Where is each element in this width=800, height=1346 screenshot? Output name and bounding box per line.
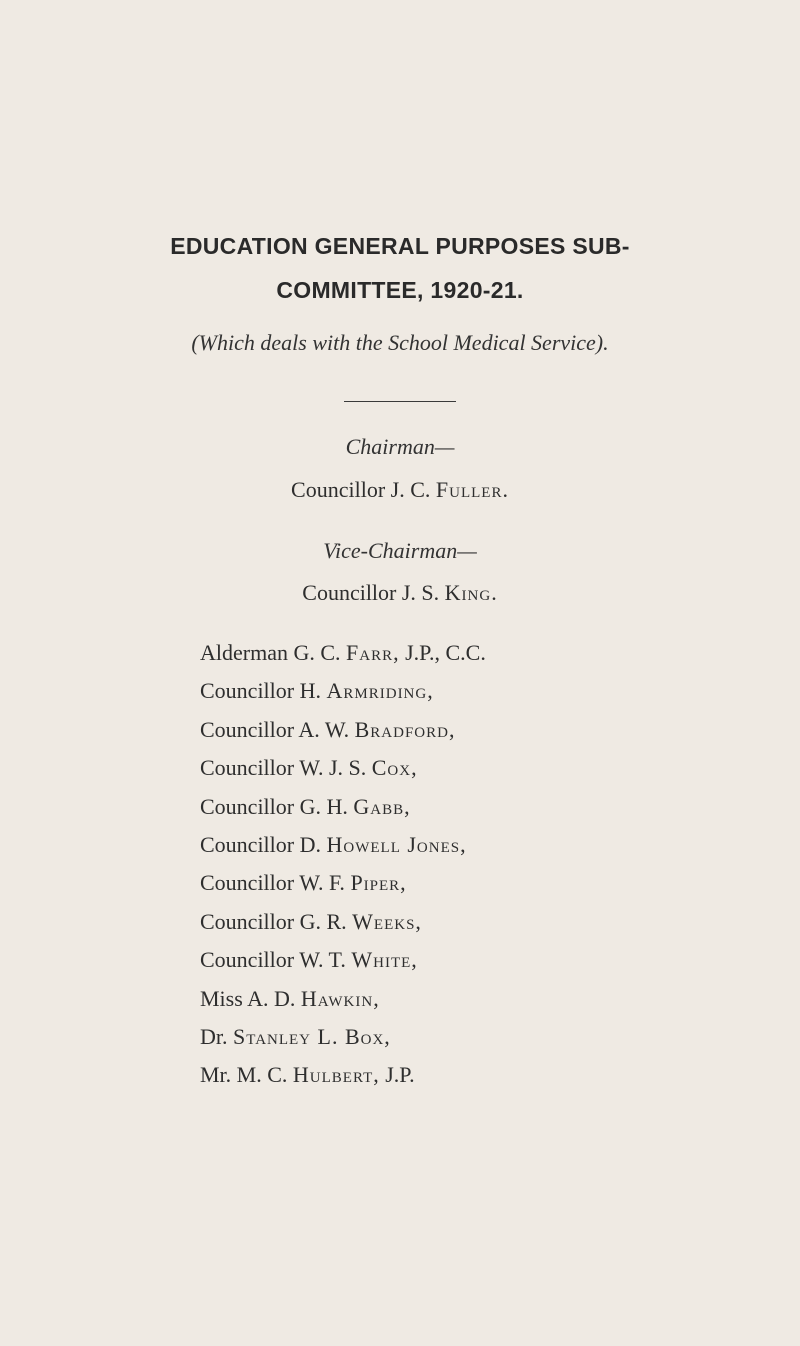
member-surname: Cox,	[371, 755, 418, 781]
vice-chairman-name-line	[0, 580, 800, 606]
member-title: Councillor W. J. S.	[200, 755, 367, 781]
member-title: Councillor G. R.	[200, 908, 347, 934]
member-title: Alderman G. C.	[200, 640, 341, 665]
member-surname: Farr,	[346, 640, 400, 665]
member-surname: Bradford,	[354, 716, 456, 742]
vice-chairman-surname: King.	[444, 580, 498, 605]
member-surname: Hawkin,	[300, 985, 380, 1011]
list-item	[200, 1056, 486, 1094]
heading-line-1: EDUCATION GENERAL PURPOSES SUB-	[170, 233, 630, 259]
list-item	[200, 672, 486, 710]
list-item	[200, 788, 486, 826]
chairman-role: Chairman—	[345, 434, 455, 459]
heading-line-2: COMMITTEE, 1920-21.	[276, 277, 524, 303]
list-item	[200, 749, 486, 787]
chairman-name-line	[0, 477, 800, 503]
chairman-surname: Fuller.	[435, 477, 509, 502]
member-title: Dr.	[200, 1023, 228, 1049]
vice-chairman-title: Councillor J. S.	[302, 580, 440, 605]
vice-chairman-role: Vice-Chairman—	[323, 538, 477, 563]
list-item	[200, 711, 486, 749]
member-suffix: J.P., C.C.	[405, 640, 486, 665]
member-surname: Gabb,	[353, 793, 411, 819]
member-surname: Weeks,	[352, 908, 422, 934]
member-surname: Hulbert,	[292, 1062, 380, 1088]
member-title: Mr. M. C.	[200, 1062, 288, 1088]
member-surname: White,	[351, 947, 418, 973]
list-item	[200, 634, 486, 672]
member-surname: Piper,	[350, 870, 407, 896]
member-title: Councillor H.	[200, 678, 321, 704]
member-title: Councillor W. T.	[200, 947, 346, 973]
member-title: Councillor G. H.	[200, 793, 348, 819]
list-item	[200, 1018, 486, 1056]
member-title: Councillor D.	[200, 831, 321, 857]
members-list	[200, 634, 486, 1095]
list-item	[200, 864, 486, 902]
member-surname: Armriding,	[326, 678, 434, 704]
list-item	[200, 980, 486, 1018]
chairman-title: Councillor J. C.	[291, 477, 431, 502]
list-item	[200, 903, 486, 941]
member-title: Councillor A. W.	[200, 716, 350, 742]
member-surname: Stanley L. Box,	[233, 1023, 391, 1049]
member-surname: Howell Jones,	[326, 831, 467, 857]
subtitle: (Which deals with the School Medical Service).	[191, 330, 609, 355]
member-title: Miss A. D.	[200, 985, 296, 1011]
member-suffix: J.P.	[385, 1062, 415, 1088]
list-item	[200, 826, 486, 864]
divider-rule	[344, 401, 456, 402]
list-item	[200, 941, 486, 979]
member-title: Councillor W. F.	[200, 870, 345, 896]
